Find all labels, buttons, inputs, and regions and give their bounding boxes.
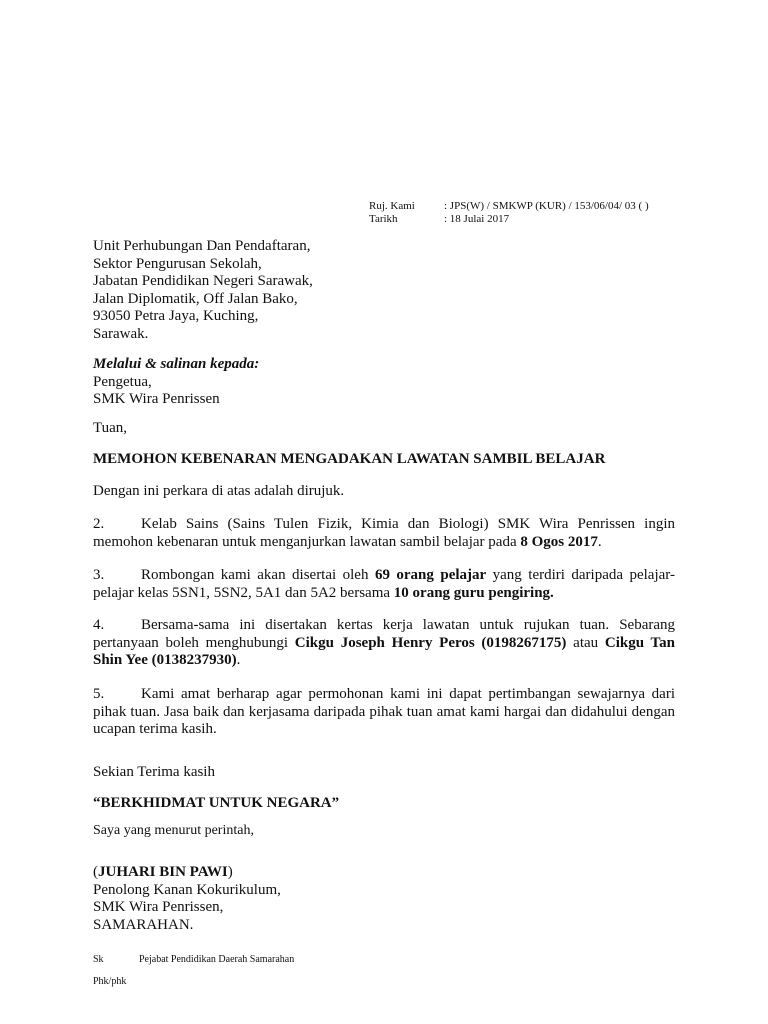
- recipient-line: Unit Perhubungan Dan Pendaftaran,: [93, 238, 311, 254]
- initials: Phk/phk: [93, 976, 127, 987]
- subject-line: MEMOHON KEBENARAN MENGADAKAN LAWATAN SAMBIL BELAJAR: [93, 451, 606, 467]
- cc-value: Pejabat Pendidikan Daerah Samarahan: [139, 954, 295, 965]
- motto: “BERKHIDMAT UNTUK NEGARA”: [93, 795, 340, 811]
- recipient-line: Jalan Diplomatik, Off Jalan Bako,: [93, 290, 298, 307]
- obey-line: Saya yang menurut perintah,: [93, 823, 254, 838]
- paragraph-number: 5.: [93, 686, 105, 702]
- via-heading: Melalui & salinan kepada:: [93, 356, 260, 372]
- signatory-district: SAMARAHAN.: [93, 916, 194, 933]
- paragraph-text: Bersama-sama ini disertakan kertas kerja lawatan untuk rujukan tuan. Sebarang pertanyaan boleh menghubungi: [93, 617, 675, 651]
- closing: Sekian Terima kasih: [93, 764, 215, 780]
- recipient-line: 93050 Petra Jaya, Kuching,: [93, 308, 259, 324]
- signatory-name: JUHARI BIN PAWI: [98, 864, 228, 880]
- recipient-line: Jabatan Pendidikan Negeri Sarawak,: [93, 273, 313, 289]
- paragraph-text: atau: [566, 634, 605, 651]
- date-value: : 18 Julai 2017: [444, 213, 510, 225]
- paragraph-text: Kelab Sains (Sains Tulen Fizik, Kimia dan Biologi) SMK Wira Penrissen ingin memohon kebenaran untuk menganjurkan lawatan sambil belajar pada: [93, 516, 675, 550]
- student-count: 69 orang pelajar: [374, 567, 487, 583]
- recipient-line: Sarawak.: [93, 325, 149, 342]
- cc-block: [93, 954, 393, 965]
- signatory-name-line: [93, 864, 281, 882]
- ref-value: : JPS(W) / SMKWP (KUR) / 153/06/04/ 03 ( ): [444, 200, 649, 212]
- ref-label: Ruj. Kami: [369, 200, 415, 212]
- paragraph-text: .: [236, 652, 241, 668]
- paragraph-text: Rombongan kami akan disertai oleh: [141, 567, 375, 583]
- recipient-address: [93, 238, 313, 343]
- paragraph-number: 3.: [93, 567, 105, 583]
- recipient-line: Sektor Pengurusan Sekolah,: [93, 255, 262, 272]
- salutation: Tuan,: [93, 420, 128, 436]
- signatory-title: Penolong Kanan Kokurikulum,: [93, 881, 281, 898]
- paragraph-4: [93, 617, 675, 670]
- contact-1: Cikgu Joseph Henry Peros (0198267175): [294, 634, 567, 651]
- signatory-school: SMK Wira Penrissen,: [93, 899, 224, 915]
- contact-2: Cikgu Tan Shin Yee (0138237930): [93, 634, 675, 668]
- visit-date: 8 Ogos 2017: [520, 533, 598, 550]
- paragraph-text: Kami amat berharap agar permohonan kami ini dapat pertimbangan sewajarnya dari pihak tuan. Jasa baik dan kerjasama daripada pihak tuan amat kami hargai dan didahului dengan ucapan terima kasih.: [93, 686, 675, 737]
- paragraph-number: 2.: [93, 516, 105, 532]
- paragraph-number: 4.: [93, 617, 105, 633]
- intro-paragraph: Dengan ini perkara di atas adalah dirujuk.: [93, 483, 345, 499]
- paragraph-2: [93, 516, 675, 551]
- via-block: [93, 356, 259, 409]
- via-line: Pengetua,: [93, 373, 152, 390]
- bracket: (: [93, 864, 98, 880]
- paragraph-3: [93, 567, 675, 602]
- reference-block: [369, 199, 699, 229]
- paragraph-text: yang terdiri daripada pelajar-pelajar kelas 5SN1, 5SN2, 5A1 dan 5A2 bersama: [93, 567, 675, 601]
- date-label: Tarikh: [369, 213, 398, 225]
- bracket: ): [227, 864, 233, 880]
- cc-label: Sk: [93, 954, 104, 965]
- signatory-block: [93, 864, 281, 934]
- via-line: SMK Wira Penrissen: [93, 391, 220, 407]
- paragraph-text: .: [597, 533, 602, 550]
- teacher-count: 10 orang guru pengiring.: [393, 584, 554, 601]
- paragraph-5: [93, 686, 675, 739]
